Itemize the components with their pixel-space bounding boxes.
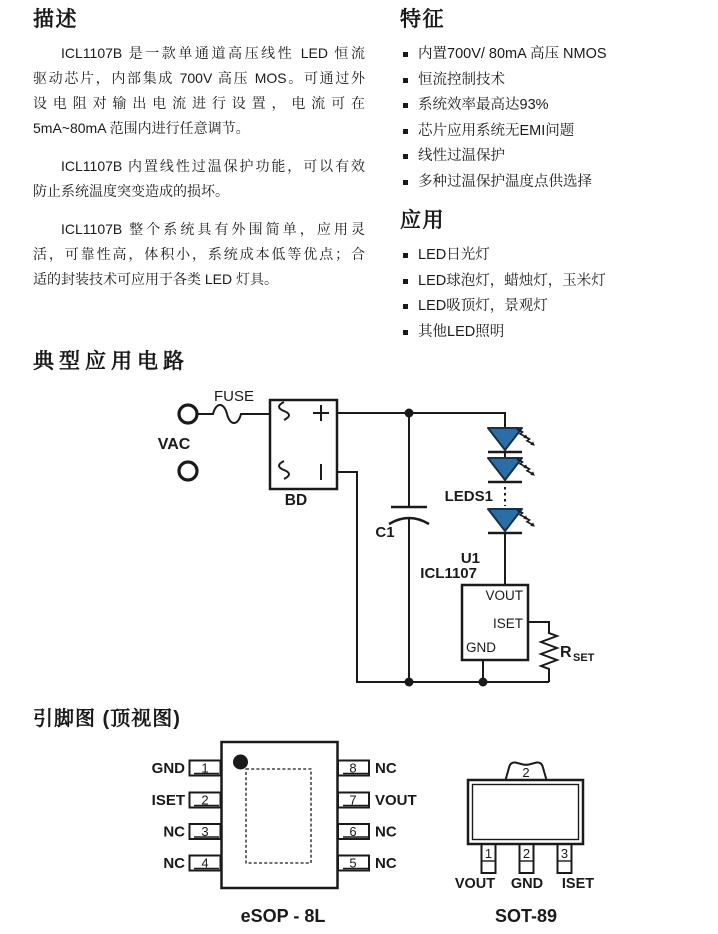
c1-label: C1: [375, 524, 395, 541]
terminal-circle-icon: [179, 462, 197, 480]
light-emission-arrow-icon: [524, 466, 535, 476]
pin-label: NC: [375, 823, 397, 841]
text-line: 5mA~80mA 范围内进行任意调节。: [33, 120, 250, 136]
pin-label: VOUT: [375, 792, 417, 809]
pin-label: GND: [510, 876, 544, 892]
section-heading-features: 特征: [400, 8, 445, 31]
esop-caption: eSOP - 8L: [240, 906, 326, 926]
features-list: [400, 42, 710, 195]
thermal-pad-dashed-outline: [246, 769, 311, 863]
led-symbol: [488, 509, 522, 531]
applications-list: [400, 243, 710, 345]
pin-number: 2: [201, 792, 209, 808]
pin-number: 1: [201, 760, 209, 776]
pin-number: 8: [349, 760, 357, 776]
junction-dot: [479, 678, 488, 687]
capacitor-c1: [375, 507, 429, 541]
pin-number: 2: [522, 846, 531, 861]
pin-label: VOUT: [454, 876, 496, 892]
description-paragraph: [33, 41, 365, 141]
bullet-square-icon: [403, 129, 408, 134]
feature-item: [400, 68, 710, 94]
pin-label: NC: [375, 760, 397, 777]
sot89-pins: [455, 844, 594, 892]
circuit-wires: [337, 413, 549, 682]
application-text: LED球泡灯，蜡烛灯，玉米灯: [418, 272, 606, 289]
pin-number: 3: [560, 846, 569, 861]
application-text: LED日光灯: [418, 247, 490, 263]
esop-package-diagram: [140, 738, 440, 893]
bullet-square-icon: [403, 103, 408, 108]
text-line: 设电阻对输出电流进行设置，电流可在: [33, 95, 365, 111]
feature-text: 系统效率最高达93%: [418, 97, 549, 113]
pin-label: ISET: [561, 876, 595, 892]
text-line: 驱动芯片，内部集成 700V 高压 MOS。可通过外: [33, 70, 365, 86]
application-item: [400, 294, 710, 320]
sot89-body-inner-line: [473, 785, 579, 840]
section-heading-description: 描述: [33, 8, 78, 31]
u1-ic: [420, 550, 528, 660]
pin-number: 1: [484, 846, 493, 861]
pin-label: GND: [151, 760, 185, 777]
sot89-package-diagram: [450, 755, 610, 895]
sot89-caption: SOT-89: [494, 906, 558, 926]
section-heading-circuit: 典型应用电路: [33, 350, 189, 373]
u1-pin-gnd: GND: [466, 640, 496, 655]
vac-label: VAC: [157, 436, 191, 453]
pin-label: NC: [375, 855, 397, 872]
led-symbol: [488, 458, 522, 480]
tab-number: 2: [522, 765, 530, 780]
bullet-square-icon: [403, 154, 408, 159]
feature-text: 芯片应用系统无EMI问题: [418, 122, 575, 139]
fuse-label: FUSE: [213, 388, 255, 405]
resistor-rset: [541, 630, 595, 682]
bullet-square-icon: [403, 52, 408, 57]
pin-number: 6: [349, 824, 357, 839]
application-item: [400, 320, 710, 346]
text-line: 活，可靠性高，体积小，系统成本低等优点；合: [33, 246, 365, 262]
bullet-square-icon: [403, 253, 408, 258]
led-string: [445, 428, 535, 533]
section-heading-pinout: 引脚图 (顶视图): [33, 708, 181, 730]
application-item: [400, 243, 710, 269]
light-emission-arrow-icon: [524, 436, 535, 446]
feature-item: [400, 93, 710, 119]
u1-pin-iset: ISET: [492, 616, 523, 631]
junction-dot: [405, 409, 414, 418]
feature-item: [400, 170, 710, 196]
junction-dot: [405, 678, 414, 687]
esop-left-pins: [152, 760, 221, 872]
text-line: ICL1107B 是一款单通道高压线性 LED 恒流: [61, 45, 365, 61]
pin-label: ISET: [151, 792, 185, 809]
pin1-marker-dot-icon: [233, 755, 248, 770]
fuse-symbol: [197, 388, 270, 423]
light-emission-arrow-icon: [524, 517, 535, 527]
features-section: [400, 7, 710, 345]
led-symbol: [488, 428, 522, 450]
pin-number: 3: [201, 824, 209, 839]
rset-label-subscript: SET: [573, 652, 595, 664]
esop-right-pins: [338, 760, 417, 872]
description-section: [33, 7, 365, 305]
section-heading-applications: 应用: [400, 209, 445, 232]
fuse-squiggle-icon: [197, 405, 270, 423]
vac-terminals: [158, 405, 197, 480]
pin-label: NC: [163, 855, 185, 872]
leds1-label: LEDS1: [444, 488, 493, 505]
bullet-square-icon: [403, 330, 408, 335]
description-paragraph: [33, 217, 365, 292]
application-item: [400, 269, 710, 295]
text-line: 适的封装技术可应用于各类 LED 灯具。: [33, 271, 279, 287]
application-text: LED吸顶灯，景观灯: [418, 298, 548, 314]
u1-ref-label: U1: [460, 550, 480, 567]
text-line: ICL1107B 整个系统具有外围简单，应用灵: [61, 221, 365, 237]
feature-text: 线性过温保护: [418, 148, 505, 164]
terminal-circle-icon: [179, 405, 197, 423]
pin-label: NC: [163, 823, 185, 841]
u1-pin-vout: VOUT: [485, 588, 523, 603]
bridge-rectifier: [270, 400, 337, 509]
feature-text: 恒流控制技术: [418, 71, 505, 88]
feature-item: [400, 144, 710, 170]
pin-number: 4: [201, 855, 209, 871]
bullet-square-icon: [403, 180, 408, 185]
text-line: ICL1107B 内置线性过温保护功能，可以有效: [61, 158, 365, 174]
feature-item: [400, 42, 710, 68]
bullet-square-icon: [403, 304, 408, 309]
pin-number: 5: [349, 855, 357, 871]
bullet-square-icon: [403, 78, 408, 83]
rset-label: R: [560, 644, 572, 661]
application-text: 其他LED照明: [418, 323, 505, 340]
feature-item: [400, 119, 710, 145]
bullet-square-icon: [403, 279, 408, 284]
bd-label: BD: [284, 492, 308, 509]
plus-symbol-icon: [313, 405, 329, 421]
u1-part-label: ICL1107: [420, 565, 477, 582]
feature-text: 内置700V/ 80mA 高压 NMOS: [418, 46, 607, 62]
application-circuit-diagram: [100, 383, 620, 695]
text-line: 防止系统温度突变造成的损坏。: [33, 183, 229, 199]
ac-wave-icon: [279, 402, 289, 420]
pin-number: 7: [349, 792, 357, 808]
resistor-zigzag-icon: [541, 630, 557, 682]
description-paragraph: [33, 154, 365, 204]
sot89-body: [468, 780, 583, 844]
ac-wave-icon: [279, 461, 289, 479]
feature-text: 多种过温保护温度点供选择: [418, 173, 592, 190]
